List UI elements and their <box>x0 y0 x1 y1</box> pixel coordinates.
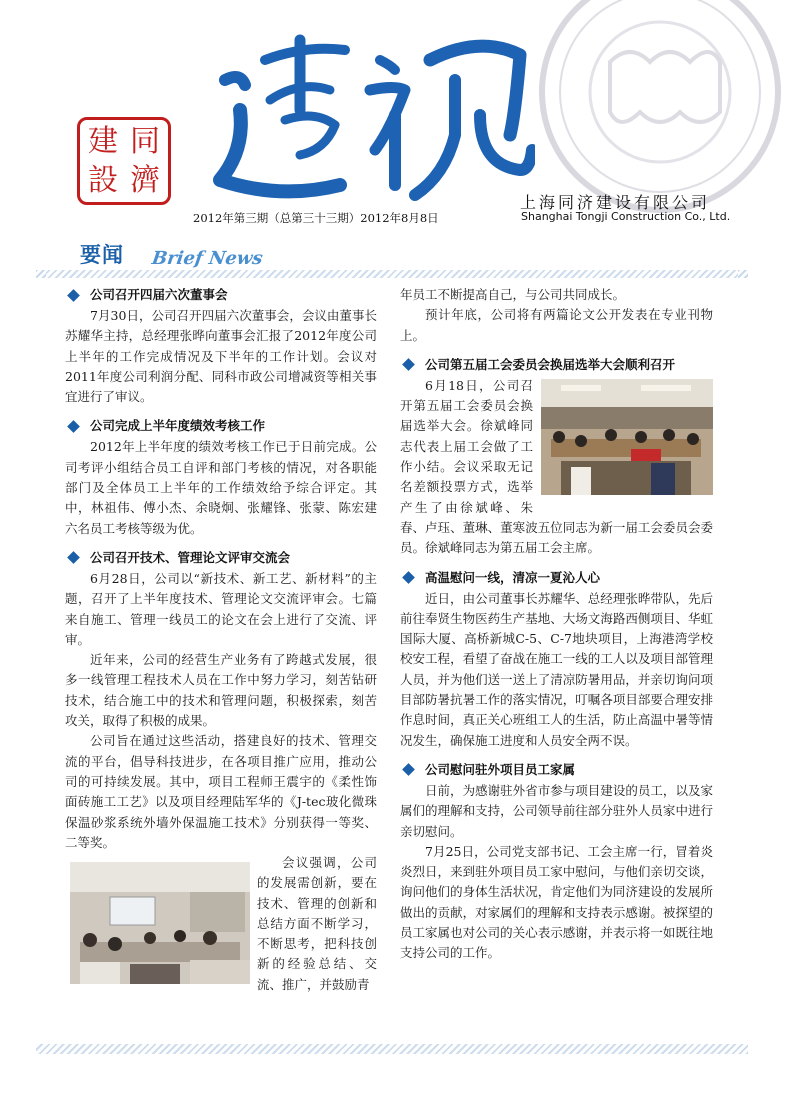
article-heading <box>400 355 713 375</box>
article-heading <box>400 760 713 780</box>
diamond-bullet-icon <box>67 420 80 433</box>
article-heat-relief <box>400 568 713 751</box>
section-title-en: Brief News <box>150 248 265 269</box>
article-paragraph: 6月28日，公司以“新技术、新工艺、新材料”的主题，召开了上半年度技术、管理论文交流评审会。七篇来自施工、管理一线员工的论文在会上进行了交流、评审。 <box>65 570 377 647</box>
article-heading <box>65 548 377 568</box>
article-paragraph: 6月18日，公司召开第五届工会委员会换届选举大会。徐斌峰同志代表上届工会做了工作小结。会议采取无记名差额投票方式，选举产生了由徐斌峰、朱春、卢珏、董琳、董寒波五位同志为新一届工会委员会委员。徐斌峰同志为第五届工会主席。 <box>400 377 713 556</box>
article-union-election <box>400 355 713 559</box>
company-name-cn: 上海同济建设有限公司 <box>520 193 711 212</box>
article-paragraph: 会议强调，公司的发展需创新，要在技术、管理的创新和总结方面不断学习，不断思考，把科技创新的经验总结、交流、推广，并鼓励青 <box>257 855 377 992</box>
right-column <box>400 285 713 973</box>
left-column <box>65 285 377 862</box>
meeting-photo <box>70 862 250 984</box>
article-paragraph-tail <box>257 853 377 995</box>
article-heading <box>65 416 377 436</box>
company-logo-seal <box>77 117 171 205</box>
newsletter-title-calligraphy <box>205 20 535 210</box>
article-heading-text: 公司第五届工会委员会换届选举大会顺利召开 <box>425 356 676 372</box>
article-paragraph: 预计年底，公司将有两篇论文公开发表在专业刊物上。 <box>400 307 713 343</box>
article-paragraph: 公司旨在通过这些活动，搭建良好的技术、管理交流的平台，倡导科技进步，在各项目推广应用，推动公司的可持续发展。其中，项目工程师王震宇的《柔性饰面砖施工工艺》以及项目经理陆军华的《J-tec玻化微珠保温砂浆系统外墙外保温施工技术》分别获得一等奖、二等奖。 <box>65 733 377 850</box>
article-family-visit <box>400 760 713 964</box>
diamond-bullet-icon <box>402 764 415 777</box>
diamond-bullet-icon <box>67 289 80 302</box>
article-paragraph: 7月30日，公司召开四届六次董事会，会议由董事长苏耀华主持，总经理张晔向董事会汇报了2012年度公司上半年的工作完成情况及下半年的工作计划。会议对2011年度公司利润分配、同科市政公司增减资等相关事宜进行了审议。 <box>65 308 377 405</box>
article-heading-text: 公司完成上半年度绩效考核工作 <box>90 418 266 434</box>
article-paragraph: 年员工不断提高自己，与公司共同成长。 <box>400 287 626 302</box>
article-paper-review-continued <box>400 285 713 346</box>
article-heading <box>65 285 377 305</box>
article-paragraph: 近年来，公司的经营生产业务有了跨越式发展，很多一线管理工程技术人员在工作中努力学习，刻苦钻研技术，结合施工中的技术和管理问题，积极探索，刻苦攻关，取得了积极的成果。 <box>65 652 377 729</box>
article-paragraph: 7月25日，公司党支部书记、工会主席一行，冒着炎炎烈日，来到驻外项目员工家中慰问，与他们亲切交谈，询问他们的身体生活状况，肯定他们为同济建设的发展所做出的贡献，对家属们的理解和支持表示感谢。被探望的员工家属也对公司的关心表示感谢，并表示将一如既往地支持公司的工作。 <box>400 843 713 961</box>
logo-char-tong: 建 <box>88 123 118 159</box>
logo-char-ji: 同 <box>130 123 160 159</box>
diamond-bullet-icon <box>402 359 415 372</box>
section-title-cn: 要闻 <box>80 242 124 267</box>
article-heading-text: 公司召开技术、管理论文评审交流会 <box>90 549 291 565</box>
article-heading-text: 公司慰问驻外项目员工家属 <box>425 761 576 777</box>
article-board-meeting <box>65 285 377 407</box>
company-name-en: Shanghai Tongji Construction Co., Ltd. <box>521 210 731 223</box>
article-heading <box>400 568 713 588</box>
diamond-bullet-icon <box>402 571 415 584</box>
diamond-bullet-icon <box>67 552 80 565</box>
union-meeting-photo <box>541 379 713 495</box>
article-paper-review <box>65 548 377 853</box>
article-performance-review <box>65 416 377 538</box>
article-heading-text: 公司召开四届六次董事会 <box>90 287 228 302</box>
article-paragraph: 近日，由公司董事长苏耀华、总经理张晔带队，先后前往奉贤生物医药生产基地、大场文海路西侧项目、华虹国际大厦、高桥新城C-5、C-7地块项目，上海港湾学校校安工程，看望了奋战在施工一线的工人以及项目部管理人员，并为他们送一送上了清凉防暑用品，并亲切询问项目部防暑抗暑工作的落实情况，叮嘱各项目部要合理安排作息时间，真正关心班组工人的生活，防止高温中暑等情况发生，确保施工进度和人员安全两不误。 <box>400 590 713 748</box>
article-heading-text: 高温慰问一线，清凉一夏沁人心 <box>425 569 601 585</box>
logo-char-she: 濟 <box>130 162 160 198</box>
issue-info: 2012年第三期（总第三十三期）2012年8月8日 <box>193 211 439 225</box>
university-seal-watermark <box>500 0 790 222</box>
frame-bottom <box>36 1044 748 1054</box>
article-paragraph: 2012年上半年度的绩效考核工作已于日前完成。公司考评小组结合员工自评和部门考核的情况，对各职能部门及全体员工上半年的工作绩效给予综合评定。其中，林祖伟、傅小杰、余晓炯、张耀锋、张蒙、陈宏建六名员工考核等级为优。 <box>65 439 377 536</box>
logo-char-jian: 設 <box>88 162 118 198</box>
article-paragraph: 日前，为感谢驻外省市参与项目建设的员工，以及家属们的理解和支持，公司领导前往部分驻外人员家中进行亲切慰问。 <box>400 782 713 839</box>
